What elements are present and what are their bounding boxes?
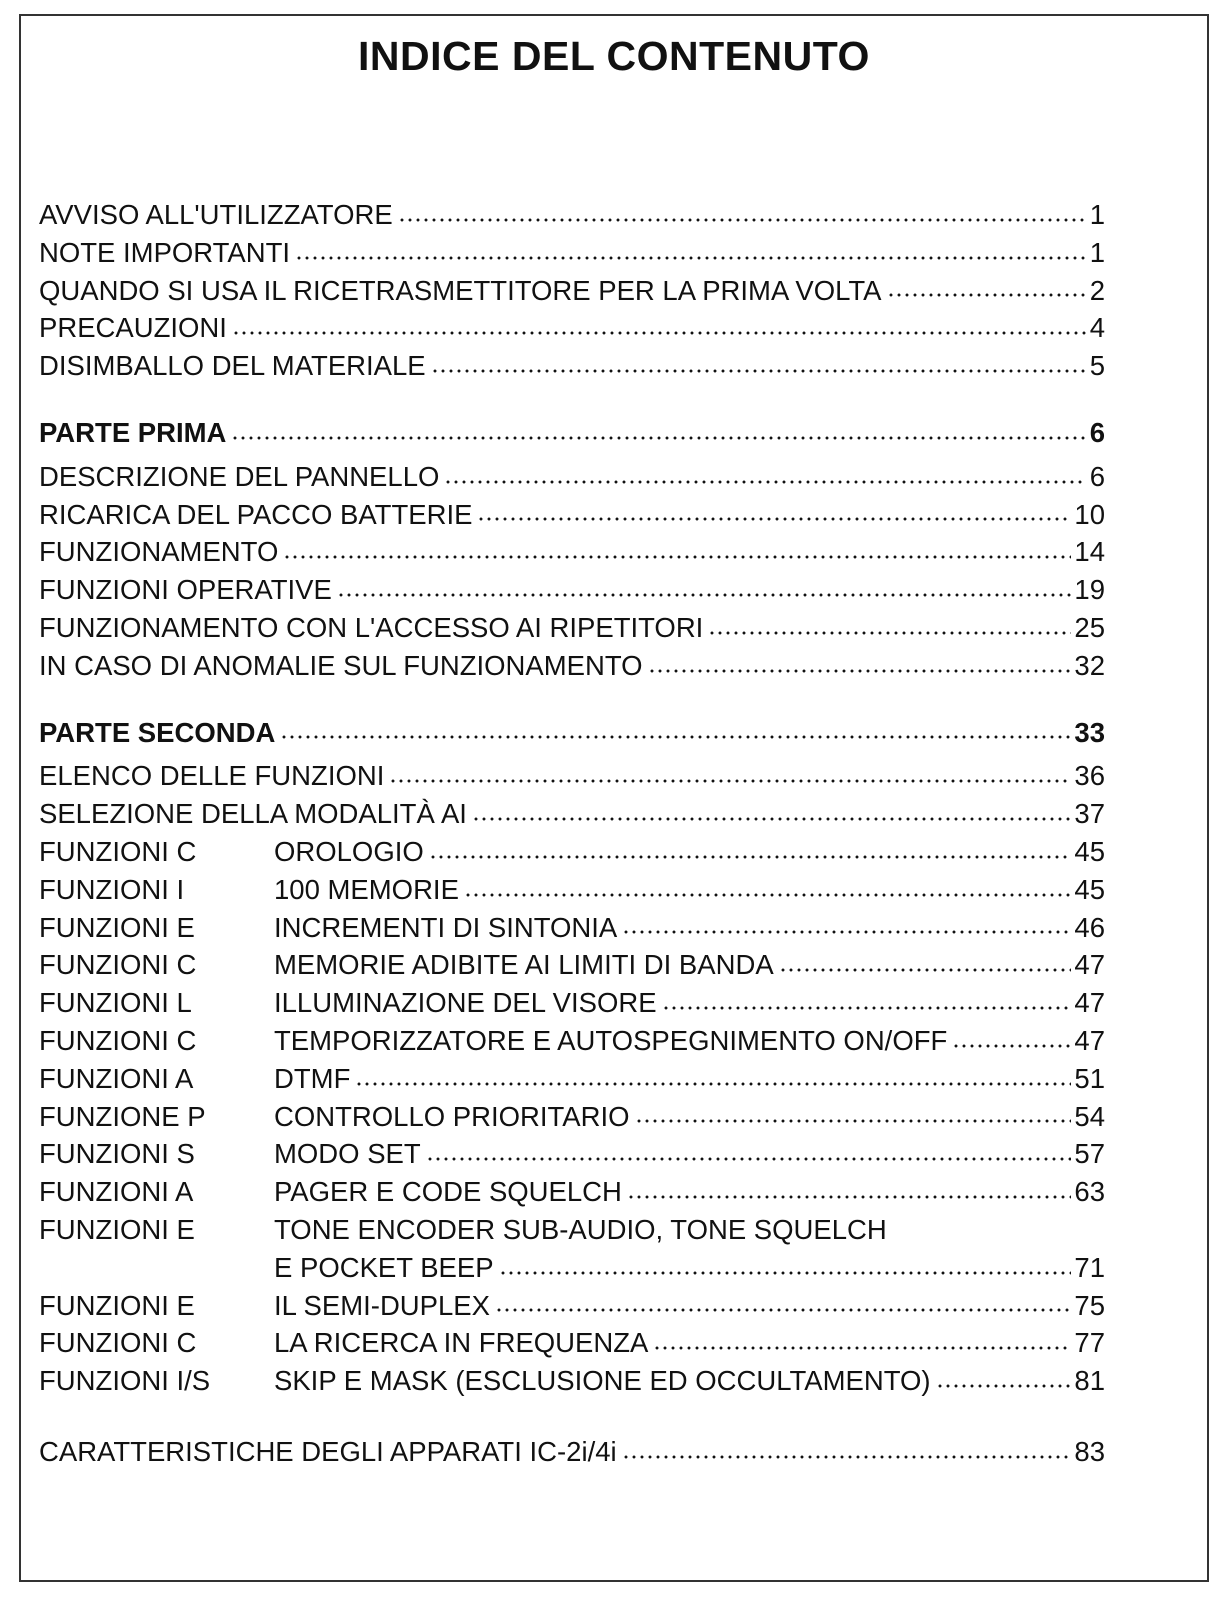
dot-leader: [429, 852, 1072, 862]
entry-page-number: 10: [1074, 498, 1105, 530]
entry-page-number: 47: [1074, 1024, 1105, 1056]
entry-page-number: 33: [1074, 716, 1105, 748]
entry-title: CONTROLLO PRIORITARIO: [274, 1100, 630, 1132]
toc-function-entry[interactable]: [39, 984, 1105, 1022]
function-group-code: FUNZIONI C: [39, 949, 197, 981]
entry-page-number: 1: [1089, 199, 1105, 230]
dot-leader: [283, 552, 1071, 562]
entry-title: CARATTERISTICHE DEGLI APPARATI IC-2i/4i: [39, 1435, 617, 1467]
dot-leader: [887, 290, 1087, 300]
dot-leader: [426, 1154, 1072, 1164]
dot-leader: [708, 628, 1071, 638]
dot-leader: [662, 1003, 1072, 1013]
toc-section-heading[interactable]: [39, 714, 1105, 752]
entry-page-number: 6: [1089, 460, 1105, 492]
entry-title: SELEZIONE DELLA MODALITÀ AI: [39, 798, 467, 830]
toc-entry[interactable]: [39, 347, 1105, 385]
entry-page-number: 47: [1074, 949, 1105, 981]
entry-title: QUANDO SI USA IL RICETRASMETTITORE PER LA PRIMA VOLTA: [39, 274, 882, 306]
toc-entry[interactable]: [39, 496, 1105, 534]
function-group-code: FUNZIONI C: [39, 1024, 197, 1056]
toc-entry[interactable]: [39, 196, 1105, 234]
entry-page-number: 54: [1074, 1100, 1105, 1132]
entry-title: IL SEMI-DUPLEX: [274, 1289, 490, 1321]
function-group-code: FUNZIONI A: [39, 1176, 194, 1208]
toc-entry[interactable]: [39, 234, 1105, 272]
entry-title: LA RICERCA IN FREQUENZA: [274, 1327, 649, 1359]
entry-page-number: 25: [1074, 611, 1105, 643]
toc-entry[interactable]: [39, 647, 1105, 685]
toc-function-entry[interactable]: [39, 1324, 1105, 1362]
function-group-code: FUNZIONI C: [39, 835, 197, 867]
dot-leader: [622, 927, 1071, 937]
dot-leader: [472, 814, 1071, 824]
dot-leader: [355, 1079, 1071, 1089]
entry-title: NOTE IMPORTANTI: [39, 236, 291, 268]
toc-function-entry[interactable]: [39, 1098, 1105, 1136]
toc-entry[interactable]: [39, 309, 1105, 347]
dot-leader: [295, 253, 1086, 263]
toc-function-entry[interactable]: [39, 1287, 1105, 1325]
dot-leader: [648, 666, 1072, 676]
toc-entry[interactable]: [39, 533, 1105, 571]
toc-function-entry[interactable]: [39, 946, 1105, 984]
dot-leader: [936, 1381, 1072, 1391]
entry-title: ILLUMINAZIONE DEL VISORE: [274, 987, 657, 1019]
section-heading-title: PARTE PRIMA: [39, 416, 227, 448]
toc-function-entry[interactable]: [39, 1060, 1105, 1098]
section-heading-title: PARTE SECONDA: [39, 716, 276, 748]
entry-page-number: 5: [1089, 350, 1105, 382]
toc-function-entry[interactable]: [39, 1362, 1105, 1400]
entry-page-number: 83: [1074, 1435, 1105, 1467]
entry-page-number: 46: [1074, 911, 1105, 943]
entry-title: FUNZIONI OPERATIVE: [39, 574, 332, 606]
toc-function-entry[interactable]: [39, 871, 1105, 909]
dot-leader: [280, 732, 1071, 742]
toc-entry[interactable]: [39, 757, 1105, 795]
entry-page-number: 57: [1074, 1138, 1105, 1170]
entry-title-continuation: E POCKET BEEP: [274, 1251, 494, 1283]
dot-leader: [779, 965, 1072, 975]
entry-title: ELENCO DELLE FUNZIONI: [39, 760, 385, 792]
dot-leader: [444, 477, 1086, 487]
entry-page-number: 45: [1074, 873, 1105, 905]
toc-function-entry[interactable]: [39, 909, 1105, 947]
toc-function-entry[interactable]: [39, 1135, 1105, 1173]
entry-page-number: 36: [1074, 760, 1105, 792]
toc-entry[interactable]: [39, 795, 1105, 833]
entry-title: TEMPORIZZATORE E AUTOSPEGNIMENTO ON/OFF: [274, 1024, 948, 1056]
entry-page-number: 19: [1074, 574, 1105, 606]
function-group-code: FUNZIONI L: [39, 987, 192, 1019]
toc-entry[interactable]: [39, 571, 1105, 609]
dot-leader: [337, 590, 1072, 600]
entry-title: DESCRIZIONE DEL PANNELLO: [39, 460, 440, 492]
entry-title: OROLOGIO: [274, 835, 424, 867]
entry-title: FUNZIONAMENTO CON L'ACCESSO AI RIPETITORI: [39, 611, 704, 643]
toc-parte-seconda-group: [39, 714, 1105, 1400]
entry-page-number: 47: [1074, 987, 1105, 1019]
entry-page-number: 4: [1089, 312, 1105, 344]
entry-page-number: 63: [1074, 1176, 1105, 1208]
entry-page-number: 6: [1089, 416, 1105, 448]
function-group-code: FUNZIONI E: [39, 1213, 195, 1245]
entry-page-number: 37: [1074, 798, 1105, 830]
function-group-code: FUNZIONI E: [39, 1289, 195, 1321]
table-of-contents: [39, 196, 1105, 1471]
function-group-code: FUNZIONI I: [39, 873, 185, 905]
entry-title: TONE ENCODER SUB-AUDIO, TONE SQUELCH: [274, 1213, 887, 1245]
toc-closing-group: [39, 1433, 1105, 1471]
function-group-code: FUNZIONI E: [39, 911, 195, 943]
function-group-code: FUNZIONI A: [39, 1062, 194, 1094]
entry-page-number: 2: [1089, 274, 1105, 306]
entry-title: DTMF: [274, 1062, 351, 1094]
dot-leader: [231, 433, 1086, 443]
dot-leader: [653, 1343, 1071, 1353]
toc-function-entry[interactable]: [39, 1022, 1105, 1060]
entry-page-number: 77: [1074, 1327, 1105, 1359]
toc-section-heading[interactable]: [39, 414, 1105, 452]
toc-entry[interactable]: [39, 1433, 1105, 1471]
dot-leader: [232, 328, 1086, 338]
entry-title: AVVISO ALL'UTILIZZATORE: [39, 199, 393, 230]
entry-title: DISIMBALLO DEL MATERIALE: [39, 350, 426, 382]
dot-leader: [389, 776, 1071, 786]
toc-entry[interactable]: [39, 458, 1105, 496]
entry-page-number: 45: [1074, 835, 1105, 867]
dot-leader: [495, 1305, 1071, 1315]
toc-entry[interactable]: [39, 609, 1105, 647]
toc-function-entry[interactable]: [39, 1173, 1105, 1211]
entry-page-number: 1: [1089, 236, 1105, 268]
dot-leader: [952, 1041, 1071, 1051]
entry-title: INCREMENTI DI SINTONIA: [274, 911, 618, 943]
entry-page-number: 71: [1074, 1251, 1105, 1283]
entry-title: FUNZIONAMENTO: [39, 536, 279, 568]
entry-title: PRECAUZIONI: [39, 312, 227, 344]
function-group-code: FUNZIONI C: [39, 1327, 197, 1359]
dot-leader: [635, 1116, 1072, 1126]
dot-leader: [477, 514, 1071, 524]
function-group-code: FUNZIONI I/S: [39, 1365, 211, 1397]
toc-function-entry[interactable]: [39, 833, 1105, 871]
entry-page-number: 51: [1074, 1062, 1105, 1094]
entry-title: MODO SET: [274, 1138, 421, 1170]
entry-title: 100 MEMORIE: [274, 873, 459, 905]
entry-title: SKIP E MASK (ESCLUSIONE ED OCCULTAMENTO): [274, 1365, 931, 1397]
entry-title: RICARICA DEL PACCO BATTERIE: [39, 498, 473, 530]
entry-title: PAGER E CODE SQUELCH: [274, 1176, 622, 1208]
toc-parte-prima-group: [39, 414, 1105, 685]
function-group-code: FUNZIONE P: [39, 1100, 206, 1132]
entry-page-number: 75: [1074, 1289, 1105, 1321]
entry-page-number: 14: [1074, 536, 1105, 568]
entry-title: IN CASO DI ANOMALIE SUL FUNZIONAMENTO: [39, 649, 643, 681]
dot-leader: [499, 1268, 1072, 1278]
entry-title: MEMORIE ADIBITE AI LIMITI DI BANDA: [274, 949, 774, 981]
toc-intro-group: [39, 196, 1105, 385]
dot-leader: [398, 215, 1086, 225]
dot-leader: [627, 1192, 1072, 1202]
function-group-code: FUNZIONI S: [39, 1138, 195, 1170]
page-title: INDICE DEL CONTENUTO: [358, 33, 870, 79]
entry-page-number: 81: [1074, 1365, 1105, 1397]
dot-leader: [464, 890, 1071, 900]
toc-function-entry-line2[interactable]: [39, 1249, 1105, 1287]
toc-function-entry-line1[interactable]: [39, 1211, 1105, 1249]
dot-leader: [622, 1452, 1072, 1462]
entry-page-number: 32: [1074, 649, 1105, 681]
toc-entry[interactable]: [39, 272, 1105, 310]
dot-leader: [431, 366, 1086, 376]
